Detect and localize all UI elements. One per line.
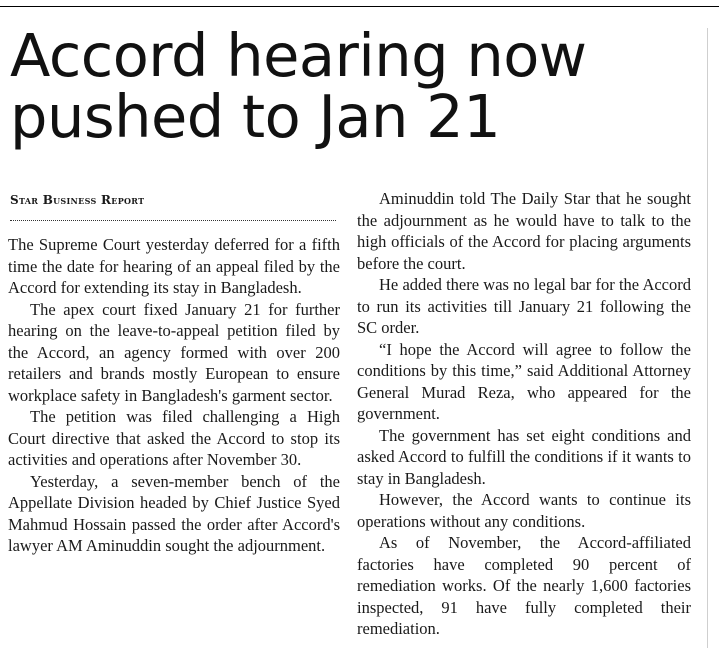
paragraph: He added there was no legal bar for the Accord to run its activities till January 21 following the SC order.	[357, 275, 691, 337]
paragraph: “I hope the Accord will agree to follow the conditions by this time,” said Additional Attorney General Murad Reza, who appeared for the government.	[357, 339, 691, 423]
top-rule	[0, 6, 719, 7]
paragraph: Aminuddin told The Daily Star that he sought the adjournment as he would have to talk to the high officials of the Accord for placing arguments before the court.	[357, 189, 691, 273]
paragraph: The apex court fixed January 21 for further hearing on the leave-to-appeal petition filed by the Accord, an agency formed with over 200 retailers and brands mostly European to ensure workplace safety in Bangladesh's garment sector.	[8, 299, 340, 405]
left-column	[8, 234, 340, 557]
column-rule	[707, 28, 708, 648]
paragraph: However, the Accord wants to continue its operations without any conditions.	[357, 490, 691, 531]
paragraph: As of November, the Accord-affiliated factories have completed 90 percent of remediation works. Of the nearly 1,600 factories inspected, 91 have fully completed their remediation.	[357, 533, 691, 638]
byline: Star Business Report	[10, 193, 145, 207]
paragraph: The Supreme Court yesterday deferred for a fifth time the date for hearing of an appeal filed by the Accord for extending its stay in Bangladesh.	[8, 235, 340, 297]
dotted-separator	[10, 220, 336, 221]
right-column	[357, 188, 691, 640]
paragraph: Yesterday, a seven-member bench of the Appellate Division headed by Chief Justice Syed Mahmud Hossain passed the order after Accord's lawyer AM Aminuddin sought the adjournment.	[8, 471, 340, 555]
paragraph: The petition was filed challenging a High Court directive that asked the Accord to stop its activities and operations after November 30.	[8, 407, 340, 469]
headline: Accord hearing now pushed to Jan 21	[10, 21, 587, 151]
paragraph: The government has set eight conditions and asked Accord to fulfill the conditions if it wants to stay in Bangladesh.	[357, 425, 691, 488]
